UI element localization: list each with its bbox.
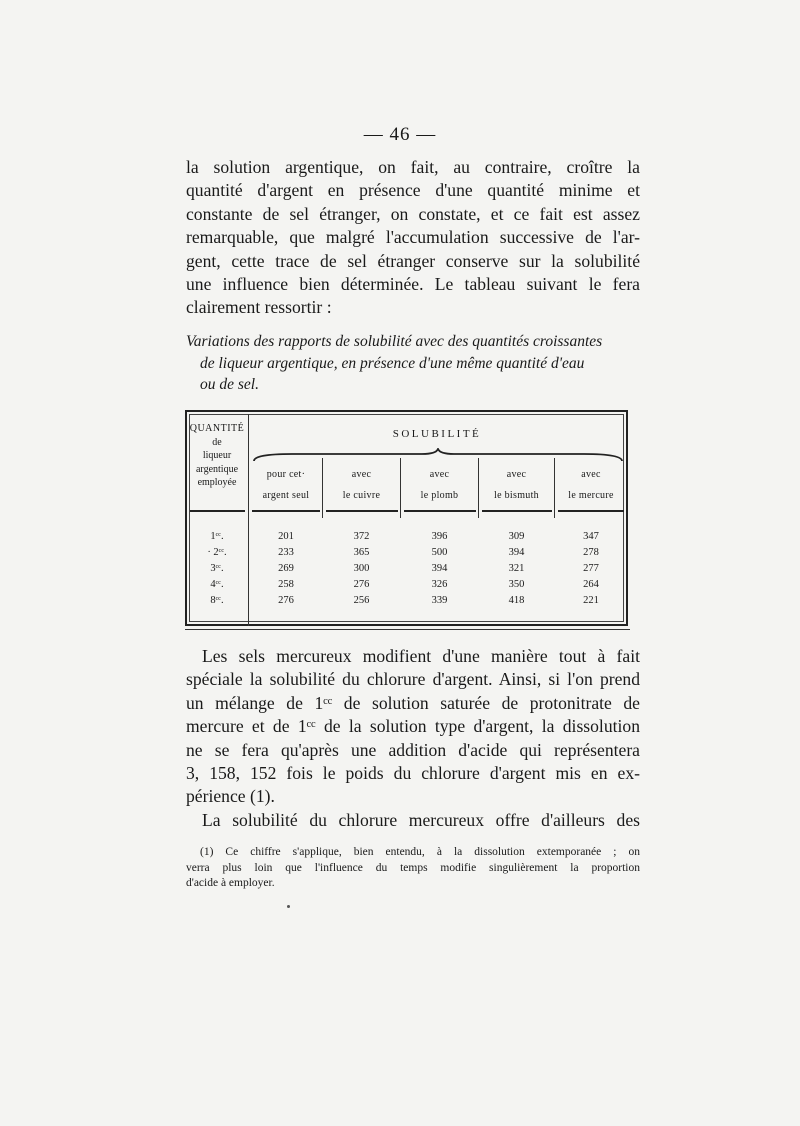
brace-icon (252, 448, 624, 462)
caption-line: Variations des rapports de solubilité avec des quantités croissantes (186, 333, 603, 350)
column-header-line: argent seul (262, 490, 310, 501)
ink-speck (287, 905, 290, 908)
column-header-line: avec (429, 469, 450, 480)
row-label: 8ᶜᶜ. (210, 595, 224, 606)
row-label: 1ᶜᶜ. (210, 531, 224, 542)
table-row (186, 531, 626, 547)
column-header-argent-seul (250, 468, 322, 502)
table-cell: 500 (431, 547, 448, 558)
text-line: quantité d'argent en présence d'une quantité minime et (186, 180, 640, 201)
header-line: liqueur (202, 450, 232, 461)
footnote-line: verra plus loin que l'influence du temps modifie singulièrement la proportion (186, 861, 640, 874)
text-line: périence (1). (186, 786, 275, 807)
column-header-line: avec (581, 469, 601, 480)
table-cell: 394 (431, 563, 448, 574)
column-header-line: pour cet· (266, 469, 306, 480)
column-header-bismuth (479, 468, 554, 502)
column-header-mercure (555, 468, 627, 502)
column-header-cuivre (323, 468, 400, 502)
header-line: argentique (195, 463, 239, 475)
table-cell: 276 (353, 579, 370, 590)
table-cell: 350 (508, 579, 525, 590)
text-line: remarquable, que malgré l'accumulation successive de l'ar- (186, 227, 640, 248)
paragraph-2 (186, 645, 640, 809)
quantity-header (186, 422, 248, 490)
header-underline (252, 510, 320, 512)
table-cell: 394 (508, 547, 525, 558)
table-cell: 264 (583, 579, 599, 590)
solubility-group-header: SOLUBILITÉ (392, 428, 482, 440)
header-underline (558, 510, 624, 512)
table-cell: 278 (583, 547, 599, 558)
table-cell: 326 (431, 579, 448, 590)
column-header-line: avec (351, 469, 372, 480)
table-cell: 276 (278, 595, 294, 606)
table-cell: 256 (353, 595, 370, 606)
caption-line: de liqueur argentique, en présence d'une même quantité d'eau (200, 354, 585, 372)
column-header-line: le bismuth (494, 490, 539, 501)
row-label: 3ᶜᶜ. (210, 563, 224, 574)
text-line: 3, 158, 152 fois le poids du chlorure d'argent mis en ex- (186, 763, 640, 784)
table-cell: 221 (583, 595, 599, 606)
text-line: un mélange de 1ᶜᶜ de solution saturée de protonitrate de (186, 692, 640, 713)
text-line: la solution argentique, on fait, au contraire, croître la (186, 157, 640, 177)
table-row (186, 547, 626, 563)
text-line: clairement ressortir : (186, 297, 332, 318)
table-cell: 372 (353, 531, 370, 542)
table-cell: 233 (278, 547, 294, 558)
table-cell: 339 (431, 595, 448, 606)
text-line: gent, cette trace de sel étranger conserve sur la solubilité (186, 250, 640, 271)
header-underline (326, 510, 398, 512)
text-line: mercure et de 1ᶜᶜ de la solution type d'argent, la dissolution (186, 716, 640, 737)
text-line: spéciale la solubilité du chlorure d'argent. Ainsi, si l'on prend (186, 669, 640, 690)
row-label: · 2ᶜᶜ. (207, 547, 227, 558)
table-cell: 201 (278, 531, 294, 542)
text-line: une influence bien déterminée. Le tableau suivant le fera (186, 274, 640, 295)
table-cell: 396 (431, 531, 448, 542)
header-line: de (212, 436, 222, 448)
header-line: employée (197, 477, 237, 488)
footnote (186, 845, 640, 892)
column-header-line: le cuivre (342, 490, 381, 501)
page-number: — 46 — (363, 124, 437, 145)
table-cell: 365 (353, 547, 370, 558)
text-line: ne se fera qu'après une addition d'acide qui représentera (186, 739, 640, 760)
text-line: constante de sel étranger, on constate, et ce fait est assez (186, 203, 640, 224)
text-line: Les sels mercureux modifient d'une manière tout à fait (202, 646, 640, 666)
table-cell: 321 (508, 563, 525, 574)
header-underline (404, 510, 476, 512)
table-row (186, 579, 626, 595)
table-caption (186, 331, 646, 396)
table-cell: 418 (508, 595, 525, 606)
column-header-line: avec (506, 469, 527, 480)
table-cell: 300 (353, 563, 370, 574)
row-label: 4ᶜᶜ. (210, 579, 224, 590)
table-row (186, 595, 626, 611)
column-header-line: le mercure (568, 490, 614, 501)
table-cell: 269 (278, 563, 294, 574)
column-header-plomb (401, 468, 478, 502)
footnote-line: (1) Ce chiffre s'applique, bien entendu, à la dissolution extemporanée ; on (200, 846, 640, 858)
table-bottom-rule (185, 629, 630, 630)
footnote-line: d'acide à employer. (186, 877, 275, 889)
header-line: QUANTITÉ (189, 423, 245, 434)
column-header-line: le plomb (420, 490, 459, 501)
table-cell: 347 (583, 531, 599, 542)
header-underline (190, 510, 245, 512)
paragraph-1 (186, 156, 640, 320)
table-cell: 277 (583, 563, 599, 574)
header-underline (482, 510, 552, 512)
caption-line: ou de sel. (200, 376, 259, 393)
paragraph-3 (186, 809, 640, 832)
table-cell: 258 (278, 579, 294, 590)
text-line: La solubilité du chlorure mercureux offre d'ailleurs des (202, 810, 640, 830)
table-cell: 309 (508, 531, 525, 542)
table-row (186, 563, 626, 579)
